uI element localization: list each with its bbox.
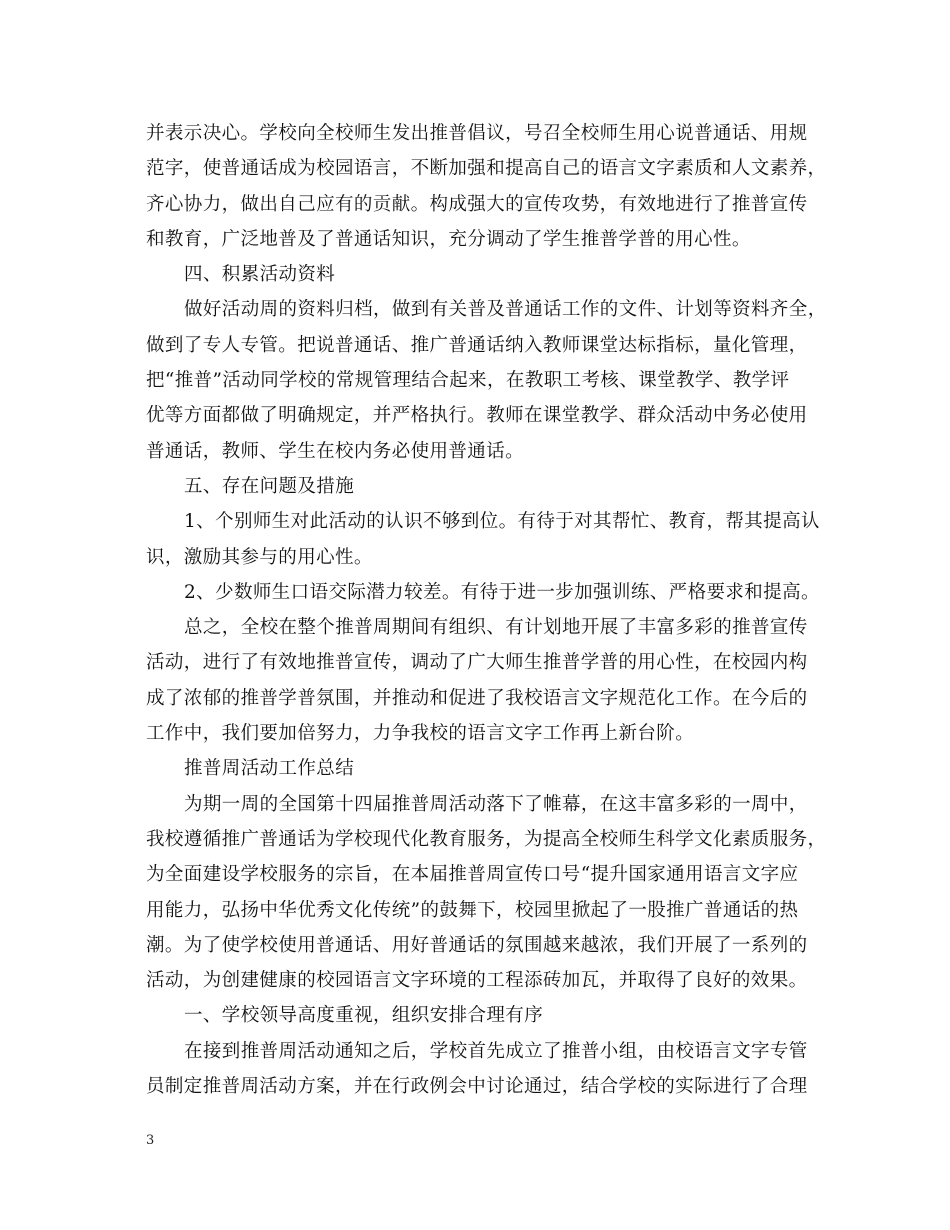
text-line: 把“推普”活动同学校的常规管理结合起来，在教职工考核、课堂教学、教学评 [146,370,790,392]
text-line: 并表示决心。学校向全校师生发出推普倡议，号召全校师生用心说普通话、用规 [146,123,808,144]
text-line: 在接到推普周活动通知之后，学校首先成立了推普小组，由校语言文字专管 [184,1040,808,1062]
text-line: 用能力，弘扬中华优秀文化传统”的鼓舞下，校园里掀起了一股推广普通话的热 [146,899,799,921]
text-line: 和教育，广泛地普及了普通话知识，充分调动了学生推普学普的用心性。 [146,228,751,250]
text-line: 总之，全校在整个推普周期间有组织、有计划地开展了丰富多彩的推普宣传 [184,617,808,639]
text-line: 齐心协力，做出自己应有的贡献。构成强大的宣传攻势，有效地进行了推普宣传 [146,193,808,215]
text-line: 优等方面都做了明确规定，并严格执行。教师在课堂教学、群众活动中务必使用 [146,405,808,427]
text-line: 范字，使普通话成为校园语言，不断加强和提高自己的语言文字素质和人文素养， [146,158,827,180]
text-line: 我校遵循推广普通话为学校现代化教育服务，为提高全校师生科学文化素质服务， [146,828,827,850]
text-line: 活动，为创建健康的校园语言文字环境的工程添砖加瓦，并取得了良好的效果。 [146,970,808,992]
text-line: 推普周活动工作总结 [184,758,355,780]
text-line: 活动，进行了有效地推普宣传，调动了广大师生推普学普的用心性，在校园内构 [146,652,808,674]
text-line: 1、个别师生对此活动的认识不够到位。有待于对其帮忙、教育，帮其提高认 [184,511,820,533]
text-line: 做好活动周的资料归档，做到有关普及普通话工作的文件、计划等资料齐全， [184,299,827,321]
text-line: 工作中，我们要加倍努力，力争我校的语言文字工作再上新台阶。 [146,723,695,745]
text-line: 四、积累活动资料 [184,264,336,286]
text-line: 成了浓郁的推普学普氛围，并推动和促进了我校语言文字规范化工作。在今后的 [146,687,808,709]
text-line: 2、少数师生口语交际潜力较差。有待于进一步加强训练、严格要求和提高。 [184,581,820,603]
text-line: 为全面建设学校服务的宗旨，在本届推普周宣传口号“提升国家通用语言文字应 [146,864,799,886]
text-line: 五、存在问题及措施 [184,475,355,497]
text-line: 识，激励其参与的用心性。 [146,546,373,568]
document-body [146,116,827,1104]
text-line: 做到了专人专管。把说普通话、推广普通话纳入教师课堂达标指标，量化管理， [146,334,808,356]
text-line: 为期一周的全国第十四届推普周活动落下了帷幕，在这丰富多彩的一周中， [184,793,808,815]
text-line: 潮。为了使学校使用普通话、用好普通话的氛围越来越浓，我们开展了一系列的 [146,934,808,956]
text-line: 一、学校领导高度重视，组织安排合理有序 [184,1005,544,1027]
page-number: 3 [146,1133,155,1148]
text-line: 普通话，教师、学生在校内务必使用普通话。 [146,440,525,462]
text-line: 员制定推普周活动方案，并在行政例会中讨论通过，结合学校的实际进行了合理 [146,1076,808,1098]
